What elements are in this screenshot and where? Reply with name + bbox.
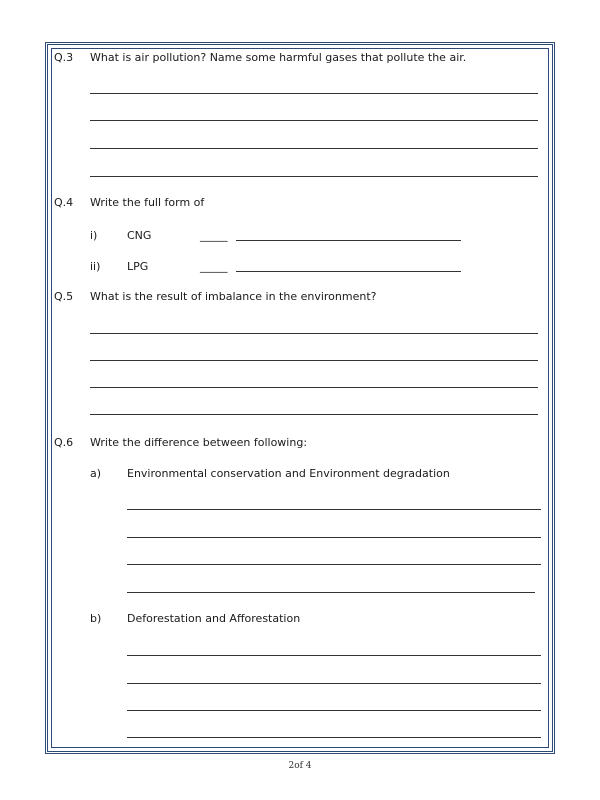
q4-item-marker: ii) [90, 260, 101, 273]
q4-short-blank[interactable]: _____ [200, 229, 228, 242]
q4-item-label: LPG [127, 260, 149, 273]
q6a-answer-line[interactable] [127, 592, 535, 593]
q5-answer-line[interactable] [90, 360, 538, 361]
q5-question: What is the result of imbalance in the environment? [90, 290, 377, 303]
page-border-inner [51, 48, 549, 748]
q6a-answer-line[interactable] [127, 564, 541, 565]
q6-question: Write the difference between following: [90, 436, 308, 449]
q6-part-text: Environmental conservation and Environment degradation [127, 467, 450, 480]
q6-number: Q.6 [54, 436, 74, 449]
q4-short-blank[interactable]: _____ [200, 260, 228, 273]
q6b-answer-line[interactable] [127, 655, 541, 656]
q5-answer-line[interactable] [90, 333, 538, 334]
q4-answer-line[interactable] [236, 240, 461, 241]
q4-question: Write the full form of [90, 196, 205, 209]
q4-item-label: CNG [127, 229, 152, 242]
q4-answer-line[interactable] [236, 271, 461, 272]
q6-part-text: Deforestation and Afforestation [127, 612, 301, 625]
q4-item-marker: i) [90, 229, 98, 242]
page-number: 2of 4 [288, 761, 312, 771]
q6-part-marker: a) [90, 467, 102, 480]
q3-question: What is air pollution? Name some harmful gases that pollute the air. [90, 51, 467, 64]
q6b-answer-line[interactable] [127, 710, 541, 711]
q6-part-marker: b) [90, 612, 102, 625]
q6a-answer-line[interactable] [127, 509, 541, 510]
q5-answer-line[interactable] [90, 414, 538, 415]
q3-number: Q.3 [54, 51, 74, 64]
q3-answer-line[interactable] [90, 120, 538, 121]
q6b-answer-line[interactable] [127, 737, 541, 738]
q4-number: Q.4 [54, 196, 74, 209]
q5-answer-line[interactable] [90, 387, 538, 388]
q5-number: Q.5 [54, 290, 74, 303]
q3-answer-line[interactable] [90, 148, 538, 149]
q6a-answer-line[interactable] [127, 537, 541, 538]
q3-answer-line[interactable] [90, 93, 538, 94]
q3-answer-line[interactable] [90, 176, 538, 177]
q6b-answer-line[interactable] [127, 683, 541, 684]
